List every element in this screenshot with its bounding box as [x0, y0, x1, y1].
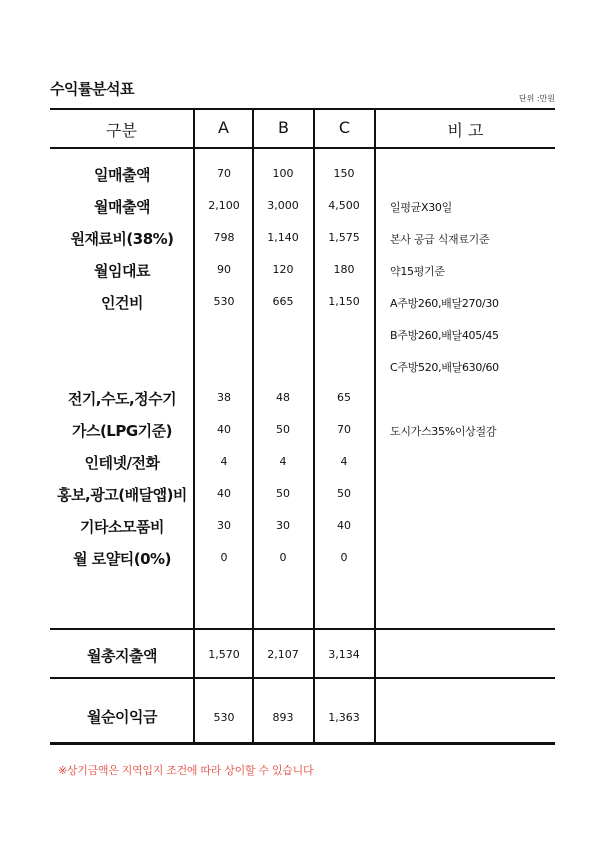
row-label: 인테넷/전화 [84, 454, 160, 472]
cell-note: 약15평기준 [390, 265, 445, 278]
header-c: C [338, 118, 351, 137]
header-b: B [278, 118, 289, 137]
unit-label: 단위 :만원 [518, 94, 555, 103]
cell-c: 1,150 [328, 295, 360, 308]
profit-label: 월순이익금 [87, 708, 157, 726]
cell-c: 4,500 [328, 199, 360, 212]
cell-c: 1,575 [328, 231, 360, 244]
row-label: 월 로얄티(0%) [73, 550, 171, 568]
cell-c: 150 [333, 167, 355, 180]
profit-b: 893 [272, 711, 294, 724]
header-category: 구분 [106, 121, 137, 140]
cell-note: C주방520,배달630/60 [390, 361, 499, 374]
cell-b: 120 [272, 263, 294, 276]
cell-b: 48 [276, 391, 290, 404]
header-a: A [218, 118, 229, 137]
cell-c: 70 [337, 423, 351, 436]
cell-b: 4 [279, 455, 287, 468]
cell-note: 일평균X30일 [390, 201, 452, 214]
total-b: 2,107 [267, 648, 299, 661]
cell-c: 40 [337, 519, 351, 532]
row-label: 월임대료 [94, 262, 150, 280]
header-remarks: 비 고 [447, 121, 484, 140]
row-label: 인건비 [101, 294, 143, 312]
table-top-rule [50, 108, 555, 110]
total-c: 3,134 [328, 648, 360, 661]
total-bottom-rule [50, 677, 555, 679]
cell-c: 65 [337, 391, 351, 404]
row-label: 가스(LPG기준) [71, 422, 173, 440]
cell-b: 3,000 [267, 199, 299, 212]
column-divider-4 [374, 108, 376, 744]
total-top-rule [50, 628, 555, 630]
cell-b: 0 [279, 551, 287, 564]
cell-b: 50 [276, 487, 290, 500]
cell-c: 0 [340, 551, 348, 564]
page-title: 수익률분석표 [50, 80, 134, 98]
row-label: 기타소모품비 [80, 518, 164, 536]
header-bottom-rule [50, 147, 555, 149]
total-a: 1,570 [208, 648, 240, 661]
cell-b: 100 [272, 167, 294, 180]
row-label: 일매출액 [94, 166, 150, 184]
cell-c: 50 [337, 487, 351, 500]
cell-note: B주방260,배달405/45 [390, 329, 499, 342]
cell-b: 30 [276, 519, 290, 532]
cell-c: 4 [340, 455, 348, 468]
cell-a: 38 [217, 391, 231, 404]
disclaimer-note: ※상기금액은 지역입지 조건에 따라 상이할 수 있습니다 [58, 764, 314, 777]
cell-a: 2,100 [208, 199, 240, 212]
cell-note: 도시가스35%이상절감 [390, 425, 497, 438]
cell-b: 665 [272, 295, 294, 308]
cell-a: 40 [217, 423, 231, 436]
table-bottom-rule [50, 742, 555, 745]
cell-a: 798 [213, 231, 235, 244]
cell-a: 40 [217, 487, 231, 500]
cell-note: A주방260,배달270/30 [390, 297, 499, 310]
profit-a: 530 [213, 711, 235, 724]
row-label: 월매출액 [94, 198, 150, 216]
cell-b: 50 [276, 423, 290, 436]
cell-note: 본사 공급 식재료기준 [390, 233, 490, 246]
cell-a: 90 [217, 263, 231, 276]
cell-a: 70 [217, 167, 231, 180]
row-label: 전기,수도,정수기 [67, 390, 177, 408]
cell-a: 30 [217, 519, 231, 532]
cell-a: 4 [220, 455, 228, 468]
cell-a: 0 [220, 551, 228, 564]
cell-c: 180 [333, 263, 355, 276]
row-label: 원재료비(38%) [70, 230, 174, 248]
cell-a: 530 [213, 295, 235, 308]
total-label: 월총지출액 [87, 647, 157, 665]
profit-c: 1,363 [328, 711, 360, 724]
row-label: 홍보,광고(배달앱)비 [57, 486, 187, 504]
cell-b: 1,140 [267, 231, 299, 244]
